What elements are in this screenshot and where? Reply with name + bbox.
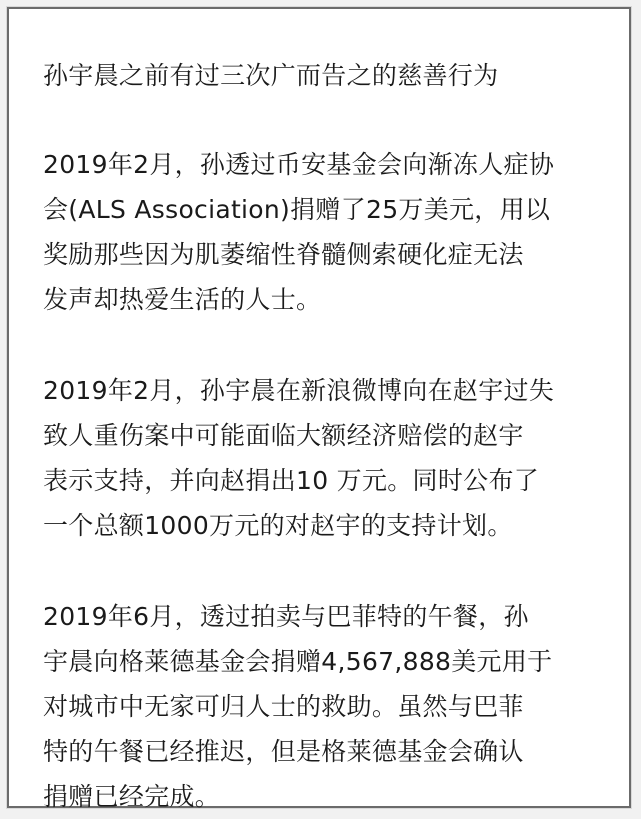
paragraph-line: 奖励那些因为肌萎缩性脊髓侧索硬化症无法: [43, 240, 524, 269]
paragraph-line: 发声却热爱生活的人士。: [43, 285, 322, 314]
document-heading: 孙宇晨之前有过三次广而告之的慈善行为: [43, 61, 499, 90]
paragraph-als-donation: [43, 142, 618, 322]
paragraph-line: 捐赠已经完成。: [43, 782, 221, 811]
document-frame: [7, 7, 631, 811]
paragraph-glide-donation: [43, 594, 618, 819]
paragraph-line: 2019年6月，透过拍卖与巴菲特的午餐，孙: [43, 602, 529, 631]
paragraph-line: 2019年2月，孙宇晨在新浪微博向在赵宇过失: [43, 376, 555, 405]
paragraph-line: 2019年2月，孙透过币安基金会向渐冻人症协: [43, 150, 555, 179]
paragraph-line: 会(ALS Association)捐赠了25万美元，用以: [43, 195, 551, 224]
paragraph-line: 一个总额1000万元的对赵宇的支持计划。: [43, 511, 513, 540]
paragraph-line: 表示支持，并向赵捐出10 万元。同时公布了: [43, 466, 540, 495]
paragraph-line: 特的午餐已经推迟，但是格莱德基金会确认: [43, 737, 524, 766]
paragraph-line: 宇晨向格莱德基金会捐赠4,567,888美元用于: [43, 647, 553, 676]
paragraph-line: 对城市中无家可归人士的救助。虽然与巴菲: [43, 692, 524, 721]
paragraph-line: 致人重伤案中可能面临大额经济赔偿的赵宇: [43, 421, 524, 450]
paragraph-zhaoyu-support: [43, 368, 618, 548]
document-body: [43, 53, 618, 819]
